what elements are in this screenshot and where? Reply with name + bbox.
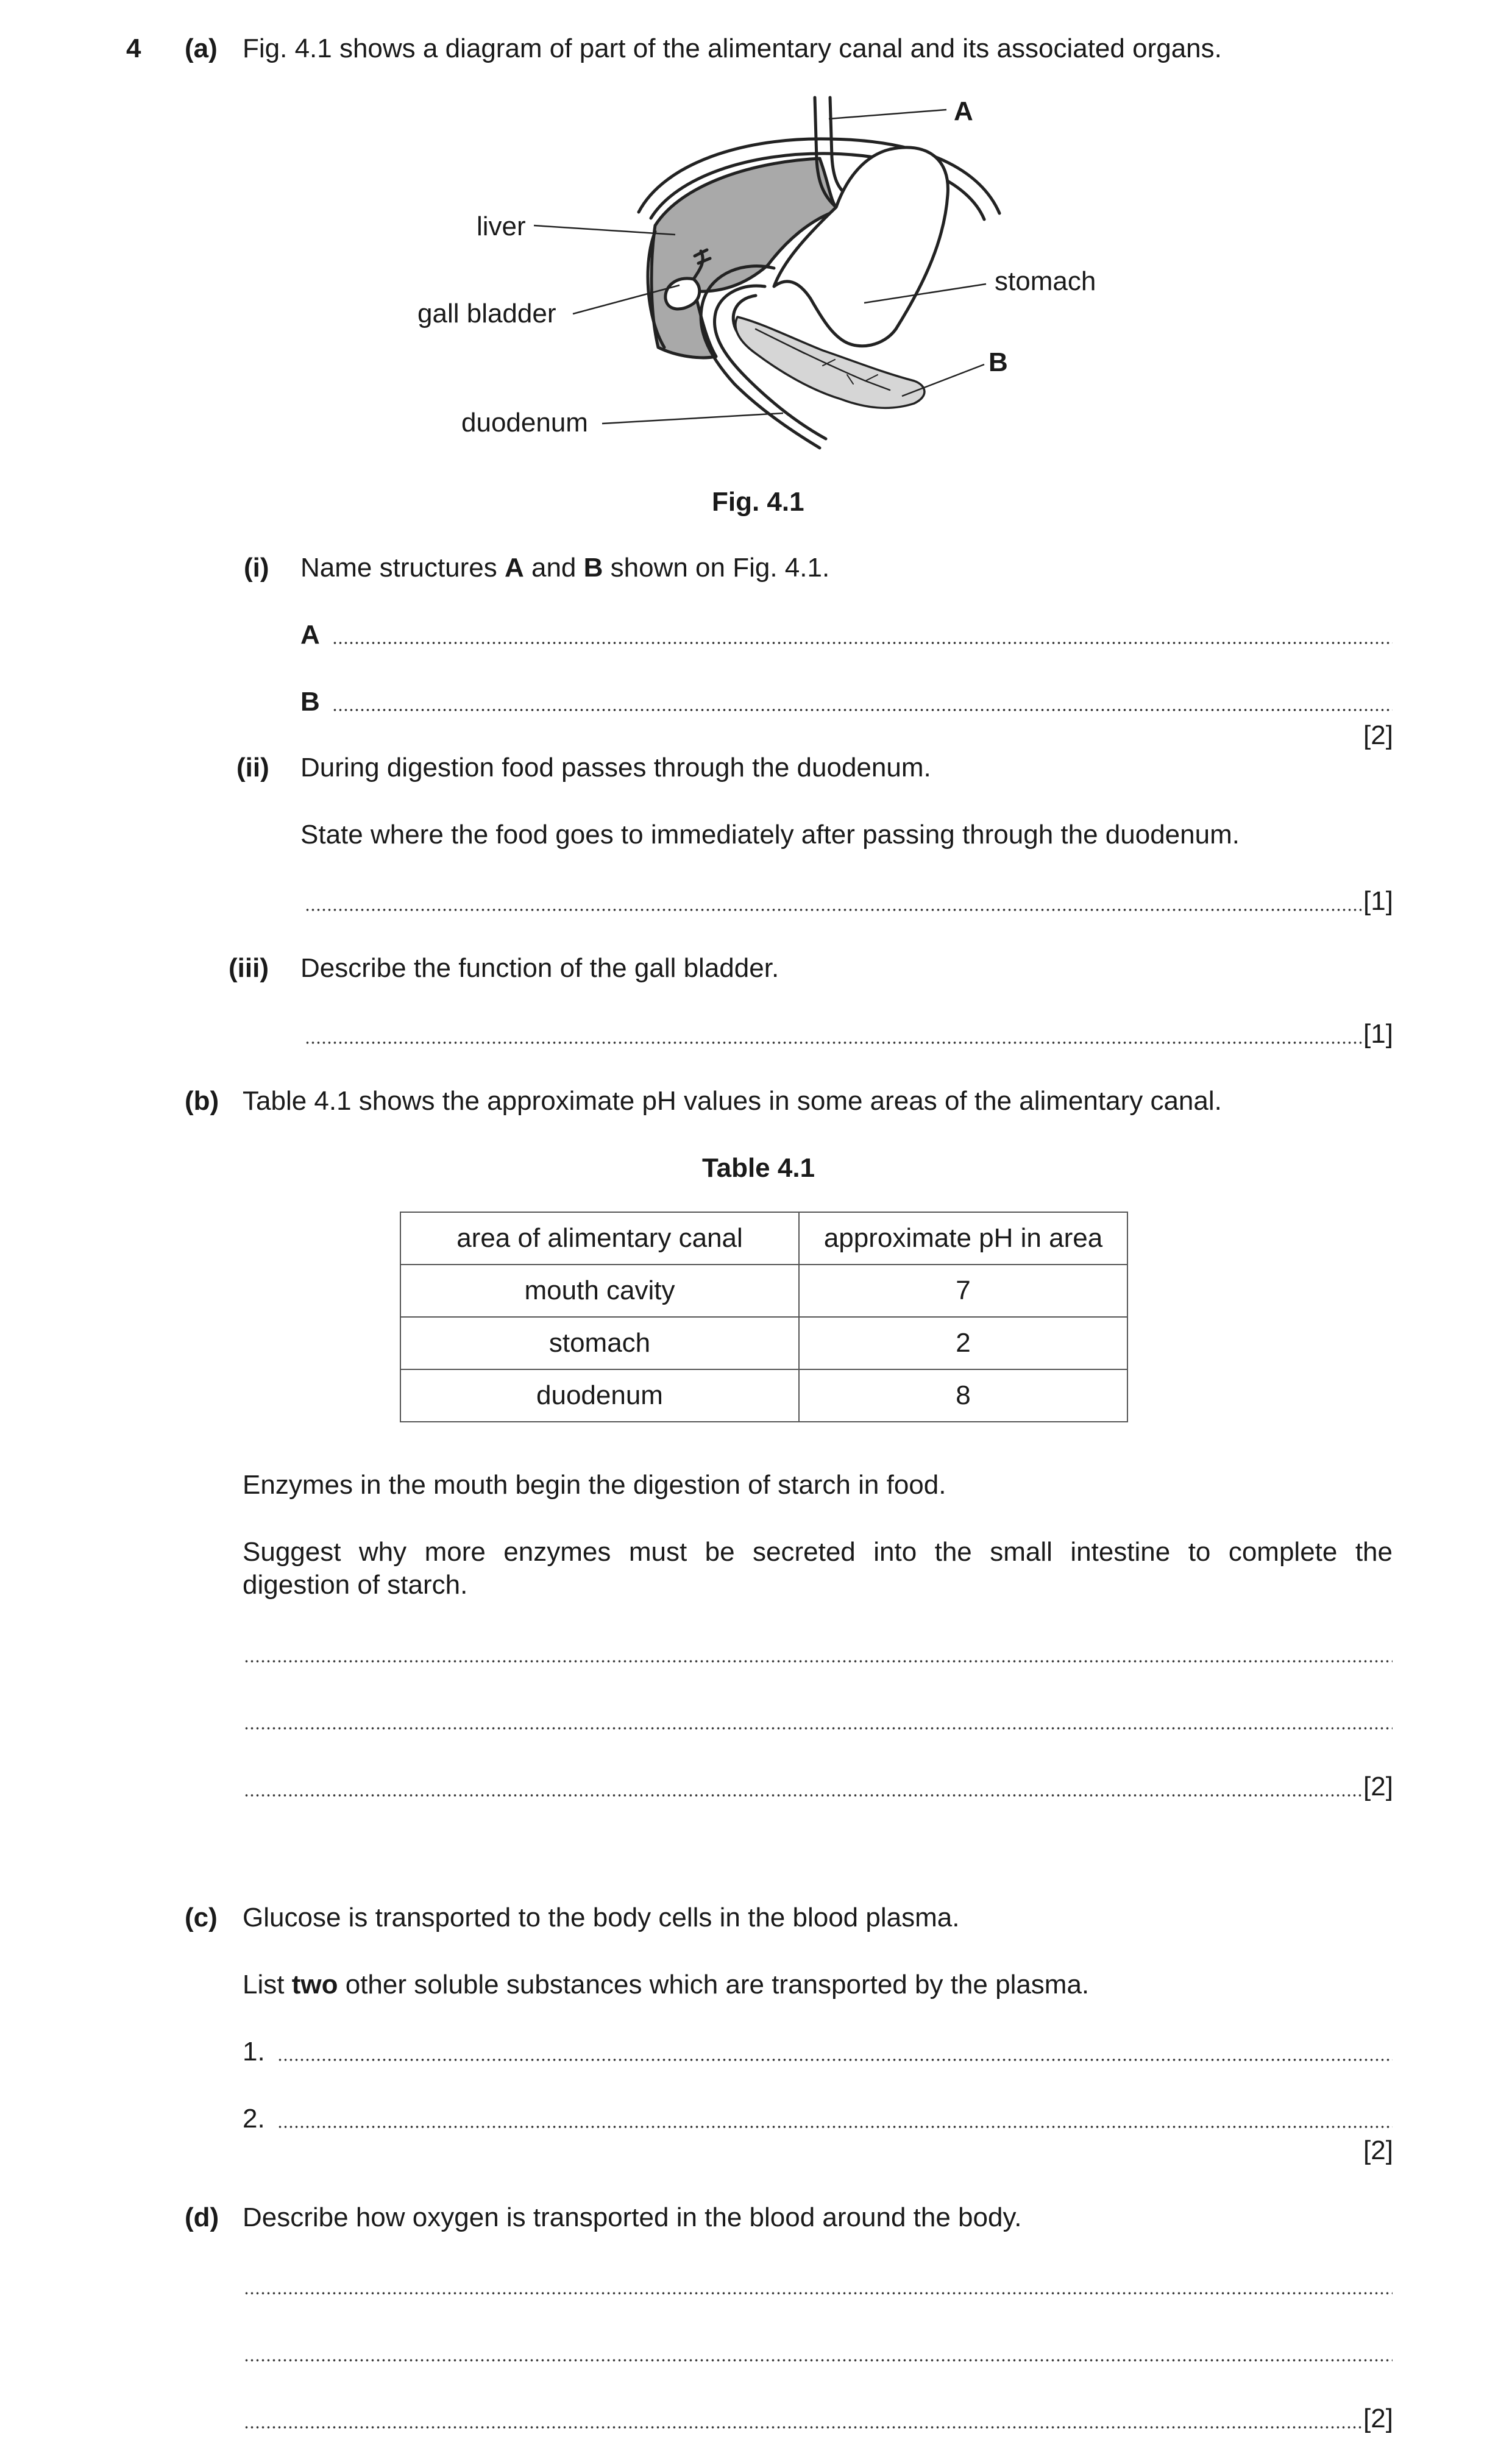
table-header-row: [400, 1212, 1127, 1265]
table-title: Table 4.1: [702, 1153, 815, 1183]
table-row: [400, 1369, 1127, 1422]
answer-line-b-2[interactable]: [244, 1726, 1393, 1730]
question-number: 4: [126, 34, 141, 63]
answer-B-label: B: [300, 687, 320, 717]
label-duodenum: duodenum: [461, 408, 588, 438]
answer-line-a-ii[interactable]: [305, 908, 1362, 912]
answer-line-b-1[interactable]: [244, 1659, 1393, 1663]
table-row: [400, 1317, 1127, 1369]
marks-b: [2]: [1363, 1772, 1393, 1801]
marks-a-i: [2]: [1363, 720, 1393, 750]
table-cell: 7: [799, 1265, 1127, 1317]
part-b-intro: Table 4.1 shows the approximate pH values in some areas of the alimentary canal.: [243, 1086, 1222, 1116]
part-d-label: (d): [185, 2202, 219, 2232]
answer-line-A[interactable]: [332, 641, 1393, 645]
table-header: area of alimentary canal: [400, 1212, 799, 1265]
label-A: A: [954, 96, 973, 126]
answer-A-label: A: [300, 620, 320, 650]
part-b-line2b: digestion of starch.: [243, 1570, 468, 1600]
answer-line-b-3[interactable]: [244, 1794, 1362, 1797]
part-a-ii-label: (ii): [236, 753, 269, 782]
marks-d: [2]: [1363, 2404, 1393, 2433]
part-c-label: (c): [185, 1903, 218, 1932]
part-c-line2: List two other soluble substances which are transported by the plasma.: [243, 1970, 1090, 2000]
answer-line-c-1[interactable]: [277, 2058, 1393, 2062]
part-a-label: (a): [185, 34, 218, 63]
part-d-text: Describe how oxygen is transported in the blood around the body.: [243, 2202, 1022, 2232]
label-liver: liver: [477, 211, 526, 241]
part-b-line2a: Suggest why more enzymes must be secreted into the small intestine to complete the: [243, 1537, 1393, 1567]
part-c-item2-label: 2.: [243, 2104, 265, 2134]
label-stomach: stomach: [995, 266, 1096, 296]
part-c-item1-label: 1.: [243, 2037, 265, 2067]
gall-bladder-shape: [665, 279, 700, 309]
part-a-ii-line2: State where the food goes to immediately after passing through the duodenum.: [300, 820, 1240, 850]
part-a-iii-label: (iii): [229, 953, 269, 983]
table-cell: mouth cavity: [400, 1265, 799, 1317]
marks-c: [2]: [1363, 2135, 1393, 2165]
part-c-line1: Glucose is transported to the body cells in the blood plasma.: [243, 1903, 960, 1932]
answer-line-d-1[interactable]: [244, 2291, 1393, 2295]
part-a-i-label: (i): [244, 553, 269, 583]
table-cell: 2: [799, 1317, 1127, 1369]
part-a-iii-text: Describe the function of the gall bladder.: [300, 953, 779, 983]
part-a-intro: Fig. 4.1 shows a diagram of part of the alimentary canal and its associated organs.: [243, 34, 1222, 63]
label-gall-bladder: gall bladder: [417, 299, 556, 328]
ph-table: [400, 1212, 1128, 1422]
part-b-label: (b): [185, 1086, 219, 1116]
answer-line-d-2[interactable]: [244, 2358, 1393, 2362]
table-header: approximate pH in area: [799, 1212, 1127, 1265]
marks-a-ii: [1]: [1363, 886, 1393, 916]
answer-line-a-iii[interactable]: [305, 1041, 1362, 1045]
label-B: B: [988, 347, 1008, 377]
table-cell: duodenum: [400, 1369, 799, 1422]
figure-caption: Fig. 4.1: [712, 487, 804, 517]
table-cell: 8: [799, 1369, 1127, 1422]
table-row: [400, 1265, 1127, 1317]
part-b-line1: Enzymes in the mouth begin the digestion of starch in food.: [243, 1470, 946, 1500]
answer-line-c-2[interactable]: [277, 2125, 1393, 2129]
marks-a-iii: [1]: [1363, 1019, 1393, 1049]
part-a-i-question: Name structures A and B shown on Fig. 4.1.: [300, 553, 830, 583]
answer-line-B[interactable]: [332, 708, 1393, 712]
table-cell: stomach: [400, 1317, 799, 1369]
alimentary-canal-diagram: [0, 0, 1512, 500]
part-a-ii-line1: During digestion food passes through the duodenum.: [300, 753, 931, 782]
answer-line-d-3[interactable]: [244, 2425, 1362, 2429]
